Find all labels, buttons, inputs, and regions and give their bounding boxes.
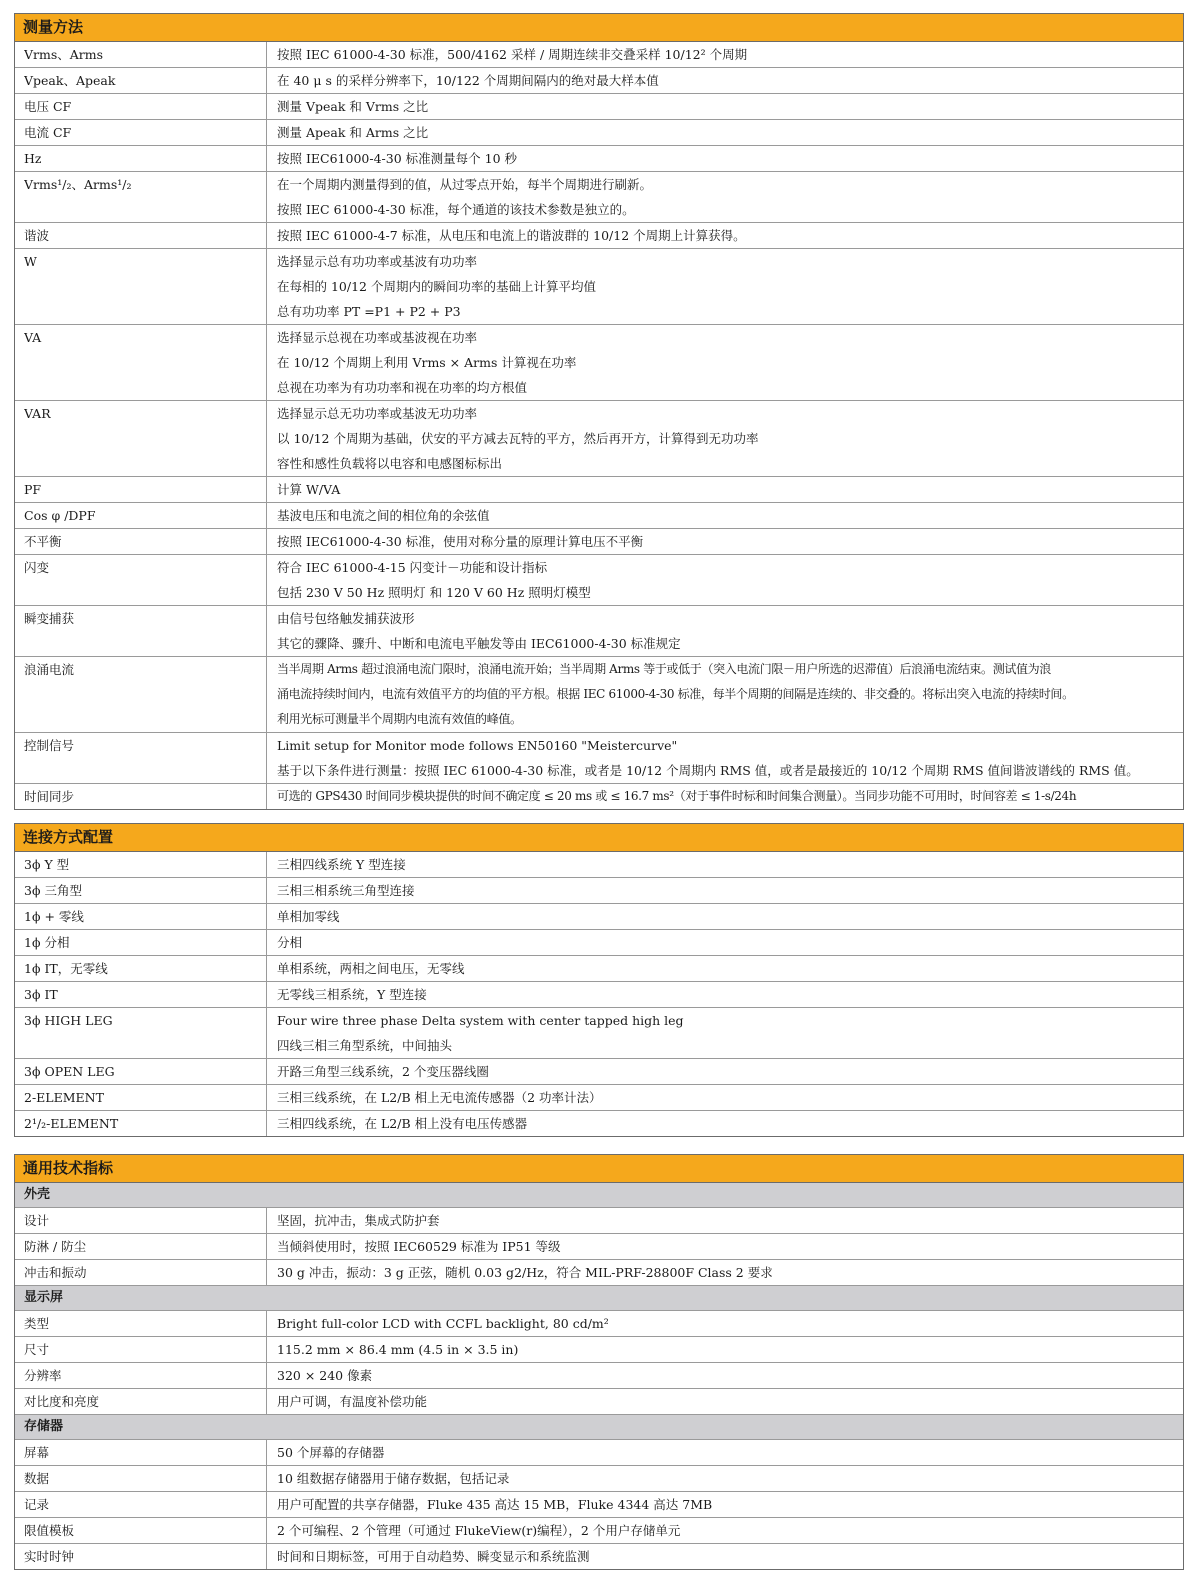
row-label — [15, 1059, 267, 1084]
row-value-line: 三相三线系统，在 L2/B 相上无电流传感器（2 功率计法） — [277, 1090, 602, 1105]
row-values — [267, 172, 1183, 222]
row-label-text: 瞬变捕获 — [24, 611, 75, 626]
row-label — [15, 1389, 267, 1414]
row-value-line: 按照 IEC61000-4-30 标准测量每个 10 秒 — [277, 151, 517, 166]
row-label-text: 实时时钟 — [24, 1549, 75, 1564]
table-row — [15, 503, 1183, 529]
table-row — [15, 94, 1183, 120]
row-label — [15, 1008, 267, 1058]
row-values — [267, 1466, 1183, 1491]
row-label-text: 3ϕ IT — [24, 987, 58, 1002]
row-label-text: Vrms¹/₂、Arms¹/₂ — [24, 177, 132, 192]
row-label-text: 电压 CF — [24, 99, 72, 114]
row-values — [267, 1492, 1183, 1517]
row-label — [15, 1208, 267, 1233]
row-label — [15, 172, 267, 222]
row-label — [15, 1492, 267, 1517]
row-label-text: 记录 — [24, 1497, 50, 1512]
row-label-text: 对比度和亮度 — [24, 1394, 100, 1409]
row-label — [15, 223, 267, 248]
row-value-line: 分相 — [277, 935, 303, 950]
table-row — [15, 529, 1183, 555]
row-values — [267, 878, 1183, 903]
row-label — [15, 852, 267, 877]
row-value-line: 利用光标可测量半个周期内电流有效值的峰值。 — [277, 712, 522, 726]
table-row — [15, 1544, 1183, 1569]
row-values — [267, 956, 1183, 981]
table-row — [15, 1337, 1183, 1363]
table-row — [15, 146, 1183, 172]
row-label-text: PF — [24, 482, 42, 497]
row-value-line: 符合 IEC 61000-4-15 闪变计－功能和设计指标 — [277, 560, 548, 575]
row-label-text: Hz — [24, 151, 42, 166]
row-label-text: 设计 — [24, 1213, 50, 1228]
row-values — [267, 606, 1183, 656]
row-label-text: 电流 CF — [24, 125, 72, 140]
row-label — [15, 1544, 267, 1569]
table-row — [15, 1208, 1183, 1234]
section-title: 连接方式配置 — [15, 824, 1183, 852]
row-value-line: 2 个可编程、2 个管理（可通过 FlukeView(r)编程），2 个用户存储单元 — [277, 1523, 681, 1538]
row-value-line: 容性和感性负载将以电容和电感图标标出 — [277, 456, 503, 471]
row-values — [267, 1008, 1183, 1058]
row-label — [15, 249, 267, 324]
connection-config-table — [14, 823, 1184, 1137]
row-values — [267, 68, 1183, 93]
table-row — [15, 1234, 1183, 1260]
row-value-line: 在一个周期内测量得到的值，从过零点开始，每半个周期进行刷新。 — [277, 177, 653, 192]
row-label-text: 数据 — [24, 1471, 50, 1486]
row-value-line: 测量 Vpeak 和 Vrms 之比 — [277, 99, 429, 114]
table-row — [15, 68, 1183, 94]
row-label — [15, 1111, 267, 1136]
row-label-text: 限值模板 — [24, 1523, 75, 1538]
subsection-title: 显示屏 — [15, 1286, 1183, 1311]
row-value-line: 坚固，抗冲击，集成式防护套 — [277, 1213, 440, 1228]
row-value-line: 用户可配置的共享存储器，Fluke 435 高达 15 MB，Fluke 4344 高达 7MB — [277, 1497, 713, 1512]
row-label — [15, 146, 267, 171]
row-value-line: 115.2 mm × 86.4 mm (4.5 in × 3.5 in) — [277, 1342, 519, 1357]
row-values — [267, 42, 1183, 67]
row-label-text: 3ϕ 三角型 — [24, 883, 82, 898]
row-value-line: 基于以下条件进行测量：按照 IEC 61000-4-30 标准，或者是 10/12 个周期内 RMS 值，或者是最接近的 10/12 个周期 RMS 值间谐波谱线的 RMS 值。 — [277, 763, 1139, 778]
row-label-text: 防淋 / 防尘 — [24, 1239, 87, 1254]
row-label-text: 3ϕ HIGH LEG — [24, 1013, 113, 1028]
table-row — [15, 1466, 1183, 1492]
row-value-line: 可选的 GPS430 时间同步模块提供的时间不确定度 ≤ 20 ms 或 ≤ 16.7 ms²（对于事件时标和时间集合测量）。当同步功能不可用时，时间容差 ≤ 1-s/24h — [277, 789, 1077, 803]
row-values — [267, 1363, 1183, 1388]
section-title: 测量方法 — [15, 14, 1183, 42]
row-value-line: 包括 230 V 50 Hz 照明灯 和 120 V 60 Hz 照明灯模型 — [277, 585, 591, 600]
row-values — [267, 1337, 1183, 1362]
row-label-text: 谐波 — [24, 228, 50, 243]
row-value-line: 计算 W/VA — [277, 482, 341, 497]
row-value-line: 时间和日期标签，可用于自动趋势、瞬变显示和系统监测 — [277, 1549, 590, 1564]
row-label-text: 浪涌电流 — [24, 662, 75, 677]
table-row — [15, 249, 1183, 325]
row-label-text: Cos φ /DPF — [24, 508, 96, 523]
row-value-line: 选择显示总视在功率或基波视在功率 — [277, 330, 478, 345]
subsection-title: 存储器 — [15, 1415, 1183, 1440]
row-value-line: 开路三角型三线系统，2 个变压器线圈 — [277, 1064, 489, 1079]
table-row — [15, 904, 1183, 930]
row-value-line: 由信号包络触发捕获波形 — [277, 611, 415, 626]
row-label-text: Vrms、Arms — [24, 47, 104, 62]
row-value-line: 测量 Apeak 和 Arms 之比 — [277, 125, 429, 140]
row-label — [15, 1363, 267, 1388]
row-label-text: 1ϕ 分相 — [24, 935, 70, 950]
row-value-line: 单相加零线 — [277, 909, 340, 924]
row-value-line: 三相四线系统，在 L2/B 相上没有电压传感器 — [277, 1116, 528, 1131]
row-value-line: 50 个屏幕的存储器 — [277, 1445, 385, 1460]
measurement-methods-table — [14, 13, 1184, 810]
row-value-line: 按照 IEC 61000-4-7 标准，从电压和电流上的谐波群的 10/12 个周期上计算获得。 — [277, 228, 746, 243]
row-label — [15, 1440, 267, 1465]
row-values — [267, 1544, 1183, 1569]
table-row — [15, 1085, 1183, 1111]
row-value-line: 10 组数据存储器用于储存数据，包括记录 — [277, 1471, 510, 1486]
row-values — [267, 503, 1183, 528]
row-values — [267, 94, 1183, 119]
row-value-line: Limit setup for Monitor mode follows EN50160 "Meistercurve" — [277, 738, 678, 753]
row-label — [15, 529, 267, 554]
table-row — [15, 1311, 1183, 1337]
table-row — [15, 325, 1183, 401]
table-row — [15, 784, 1183, 809]
table-row — [15, 477, 1183, 503]
section-title: 通用技术指标 — [15, 1155, 1183, 1183]
row-label-text: 闪变 — [24, 560, 50, 575]
row-label — [15, 1311, 267, 1336]
row-label-text: 分辨率 — [24, 1368, 62, 1383]
table-row — [15, 982, 1183, 1008]
row-label — [15, 555, 267, 605]
table-row — [15, 1440, 1183, 1466]
row-label-text: 1ϕ + 零线 — [24, 909, 84, 924]
row-label-text: VAR — [24, 406, 51, 421]
row-value-line: 320 × 240 像素 — [277, 1368, 373, 1383]
row-value-line: 总视在功率为有功功率和视在功率的均方根值 — [277, 380, 528, 395]
row-values — [267, 249, 1183, 324]
row-label-text: 时间同步 — [24, 789, 75, 804]
table-row — [15, 172, 1183, 223]
row-label — [15, 956, 267, 981]
table-row — [15, 930, 1183, 956]
subsection-title: 外壳 — [15, 1183, 1183, 1208]
row-label-text: 不平衡 — [24, 534, 62, 549]
row-label — [15, 606, 267, 656]
table-row — [15, 401, 1183, 477]
row-value-line: 按照 IEC 61000-4-30 标准，500/4162 采样 / 周期连续非交叠采样 10/12² 个周期 — [277, 47, 748, 62]
row-label-text: 2-ELEMENT — [24, 1090, 104, 1105]
row-value-line: 其它的骤降、骤升、中断和电流电平触发等由 IEC61000-4-30 标准规定 — [277, 636, 681, 651]
table-row — [15, 1260, 1183, 1286]
row-value-line: 当倾斜使用时，按照 IEC60529 标准为 IP51 等级 — [277, 1239, 561, 1254]
row-label — [15, 1085, 267, 1110]
row-label-text: 1ϕ IT，无零线 — [24, 961, 108, 976]
table-row — [15, 1518, 1183, 1544]
row-label — [15, 120, 267, 145]
row-value-line: 30 g 冲击，振动：3 g 正弦，随机 0.03 g2/Hz，符合 MIL-PRF-28800F Class 2 要求 — [277, 1265, 773, 1280]
row-label — [15, 1518, 267, 1543]
row-values — [267, 1234, 1183, 1259]
row-value-line: 涌电流持续时间内，电流有效值平方的均值的平方根。根据 IEC 61000-4-30 标准，每半个周期的间隔是连续的、非交叠的。将标出突入电流的持续时间。 — [277, 687, 1074, 701]
row-values — [267, 1208, 1183, 1233]
row-label — [15, 42, 267, 67]
row-label — [15, 982, 267, 1007]
row-label-text: 3ϕ OPEN LEG — [24, 1064, 115, 1079]
row-label — [15, 657, 267, 732]
row-values — [267, 401, 1183, 476]
row-value-line: 无零线三相系统，Y 型连接 — [277, 987, 427, 1002]
row-label — [15, 904, 267, 929]
table-row — [15, 555, 1183, 606]
row-label — [15, 68, 267, 93]
row-label — [15, 1337, 267, 1362]
row-value-line: 在每相的 10/12 个周期内的瞬间功率的基础上计算平均值 — [277, 279, 596, 294]
row-value-line: 在 40 μ s 的采样分辨率下，10/122 个周期间隔内的绝对最大样本值 — [277, 73, 659, 88]
row-value-line: 基波电压和电流之间的相位角的余弦值 — [277, 508, 490, 523]
row-values — [267, 930, 1183, 955]
row-values — [267, 1389, 1183, 1414]
table-row — [15, 1389, 1183, 1415]
table-row — [15, 1111, 1183, 1136]
table-row — [15, 42, 1183, 68]
row-label-text: 类型 — [24, 1316, 50, 1331]
row-value-line: 按照 IEC 61000-4-30 标准，每个通道的该技术参数是独立的。 — [277, 202, 635, 217]
row-value-line: 以 10/12 个周期为基础，伏安的平方减去瓦特的平方，然后再开方，计算得到无功功率 — [277, 431, 759, 446]
row-value-line: 四线三相三角型系统，中间抽头 — [277, 1038, 453, 1053]
row-label-text: 屏幕 — [24, 1445, 50, 1460]
row-values — [267, 477, 1183, 502]
row-value-line: 单相系统，两相之间电压，无零线 — [277, 961, 465, 976]
row-label — [15, 94, 267, 119]
table-row — [15, 1492, 1183, 1518]
row-label-text: 冲击和振动 — [24, 1265, 87, 1280]
row-value-line: 总有功功率 PT =P1 + P2 + P3 — [277, 304, 461, 319]
table-row — [15, 1008, 1183, 1059]
table-row — [15, 1363, 1183, 1389]
row-values — [267, 325, 1183, 400]
row-values — [267, 852, 1183, 877]
row-label — [15, 503, 267, 528]
table-row — [15, 657, 1183, 733]
row-label — [15, 1234, 267, 1259]
row-values — [267, 555, 1183, 605]
row-values — [267, 1260, 1183, 1285]
table-row — [15, 120, 1183, 146]
table-row — [15, 606, 1183, 657]
row-label — [15, 477, 267, 502]
row-value-line: 三相四线系统 Y 型连接 — [277, 857, 406, 872]
row-label — [15, 325, 267, 400]
row-value-line: 按照 IEC61000-4-30 标准，使用对称分量的原理计算电压不平衡 — [277, 534, 644, 549]
row-label — [15, 1466, 267, 1491]
general-specs-table — [14, 1154, 1184, 1570]
row-value-line: 三相三相系统三角型连接 — [277, 883, 415, 898]
row-label — [15, 401, 267, 476]
row-value-line: 当半周期 Arms 超过浪涌电流门限时，浪涌电流开始；当半周期 Arms 等于或低于（突入电流门限－用户所选的迟滞值）后浪涌电流结束。测试值为浪 — [277, 662, 1051, 676]
table-row — [15, 1059, 1183, 1085]
row-label — [15, 878, 267, 903]
table-row — [15, 852, 1183, 878]
row-label — [15, 930, 267, 955]
row-values — [267, 904, 1183, 929]
table-row — [15, 956, 1183, 982]
row-values — [267, 1085, 1183, 1110]
row-values — [267, 1059, 1183, 1084]
table-row — [15, 878, 1183, 904]
table-row — [15, 223, 1183, 249]
row-value-line: Bright full-color LCD with CCFL backlight, 80 cd/m² — [277, 1316, 609, 1331]
row-values — [267, 733, 1183, 783]
row-values — [267, 784, 1183, 809]
row-values — [267, 1440, 1183, 1465]
row-label-text: W — [24, 254, 37, 269]
row-values — [267, 223, 1183, 248]
row-values — [267, 982, 1183, 1007]
row-value-line: 选择显示总无功功率或基波无功功率 — [277, 406, 478, 421]
row-value-line: Four wire three phase Delta system with center tapped high leg — [277, 1013, 684, 1028]
row-label — [15, 1260, 267, 1285]
row-values — [267, 657, 1183, 732]
row-value-line: 在 10/12 个周期上利用 Vrms × Arms 计算视在功率 — [277, 355, 577, 370]
row-values — [267, 1111, 1183, 1136]
row-values — [267, 146, 1183, 171]
table-row — [15, 733, 1183, 784]
row-value-line: 用户可调，有温度补偿功能 — [277, 1394, 428, 1409]
row-values — [267, 120, 1183, 145]
row-label-text: 控制信号 — [24, 738, 75, 753]
row-label-text: Vpeak、Apeak — [24, 73, 116, 88]
row-label-text: VA — [24, 330, 42, 345]
row-values — [267, 1518, 1183, 1543]
row-values — [267, 1311, 1183, 1336]
row-label-text: 尺寸 — [24, 1342, 50, 1357]
row-label-text: 2¹/₂-ELEMENT — [24, 1116, 119, 1131]
row-label — [15, 733, 267, 783]
row-value-line: 选择显示总有功功率或基波有功功率 — [277, 254, 478, 269]
row-values — [267, 529, 1183, 554]
row-label — [15, 784, 267, 809]
row-label-text: 3ϕ Y 型 — [24, 857, 70, 872]
